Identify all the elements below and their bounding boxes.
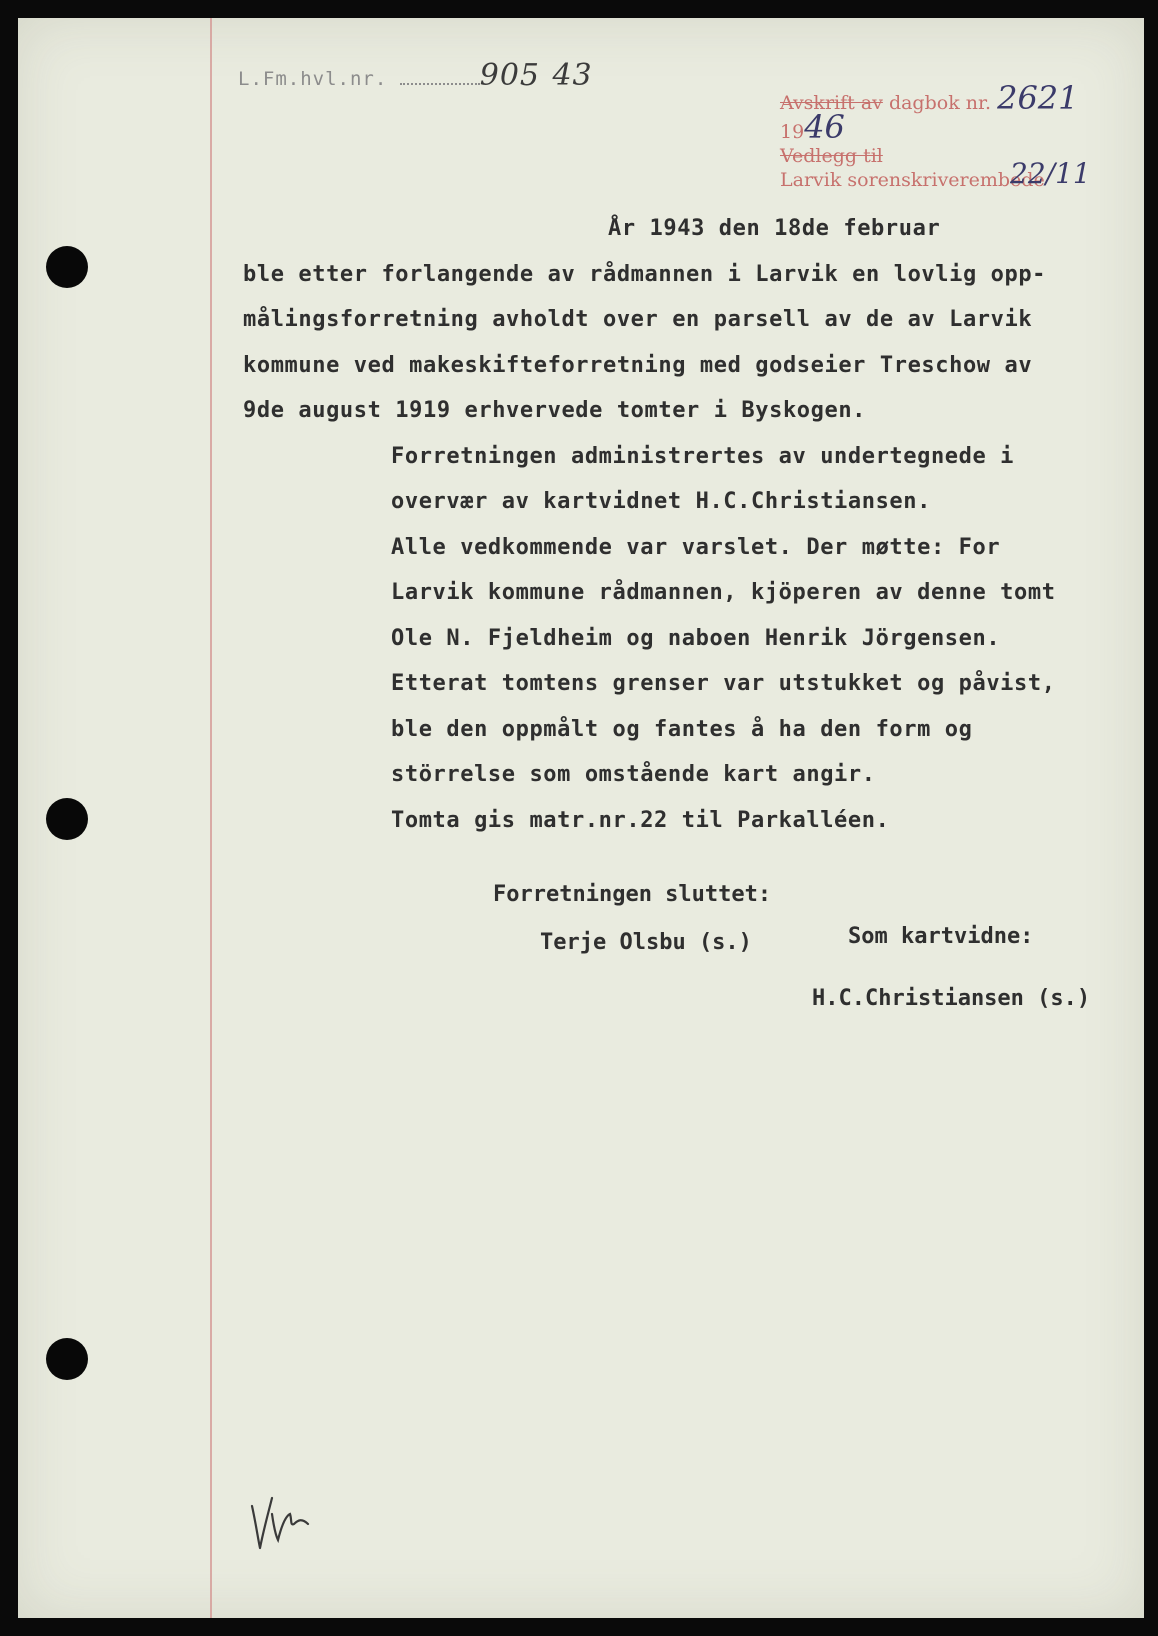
signature-witness: H.C.Christiansen (s.) [812,986,1091,1011]
registry-stamp [780,79,1130,192]
ref-prefix: L.Fm.hvl.nr. [238,68,388,90]
paragraph-1: ble etter forlangende av rådmannen i Larvik en lovlig opp-målingsforretning avholdt over en parsell av de av Larvik kommune ved makeskifteforretning med godseier Treschow av 9de august 1919 erhvervede tomter i Byskogen. [243,261,1047,423]
stamp-dagbok-label: dagbok nr. [888,92,992,114]
margin-line [210,18,212,1618]
stamp-line-avskrift: Avskrift av [780,92,883,114]
ref-number: 905 [479,58,540,93]
stamp-line-vedlegg: Vedlegg til [780,145,883,167]
stamp-year-prefix: 19 [780,121,805,143]
closing-statement: Forretningen sluttet: [493,882,772,907]
paragraph-2: Forretningen administrertes av undertegnede i overvær av kartvidnet H.C.Christiansen. [391,443,1015,514]
ref-underline [400,83,480,85]
handwritten-initials-signature [246,1484,316,1558]
punch-hole-bottom [46,1338,88,1380]
signature-surveyor: Terje Olsbu (s.) [540,930,752,955]
punch-hole-top [46,246,88,288]
stamp-office: Larvik sorenskriverembede [780,169,1045,191]
ref-year: 43 [552,58,593,93]
reference-number [238,58,593,93]
stamp-fraction: 22/11 [1010,157,1091,190]
paragraph-4: Etterat tomtens grenser var utstukket og påvist, ble den oppmålt og fantes å ha den form og störrelse som omstående kart angir. [391,671,1056,787]
stamp-year-suffix: 46 [804,108,845,146]
paragraph-3: Alle vedkommende var varslet. Der møtte: For Larvik kommune rådmannen, kjöperen av denne tomt Ole N. Fjeldheim og naboen Henrik Jörgensen. [391,534,1056,651]
document-body [243,206,1063,843]
paragraph-5: Tomta gis matr.nr.22 til Parkalléen. [391,807,890,833]
stamp-dagbok-number: 2621 [997,79,1079,117]
witness-label: Som kartvidne: [848,924,1034,949]
punch-hole-middle [46,798,88,840]
opening-line: År 1943 den 18de februar [608,216,941,241]
